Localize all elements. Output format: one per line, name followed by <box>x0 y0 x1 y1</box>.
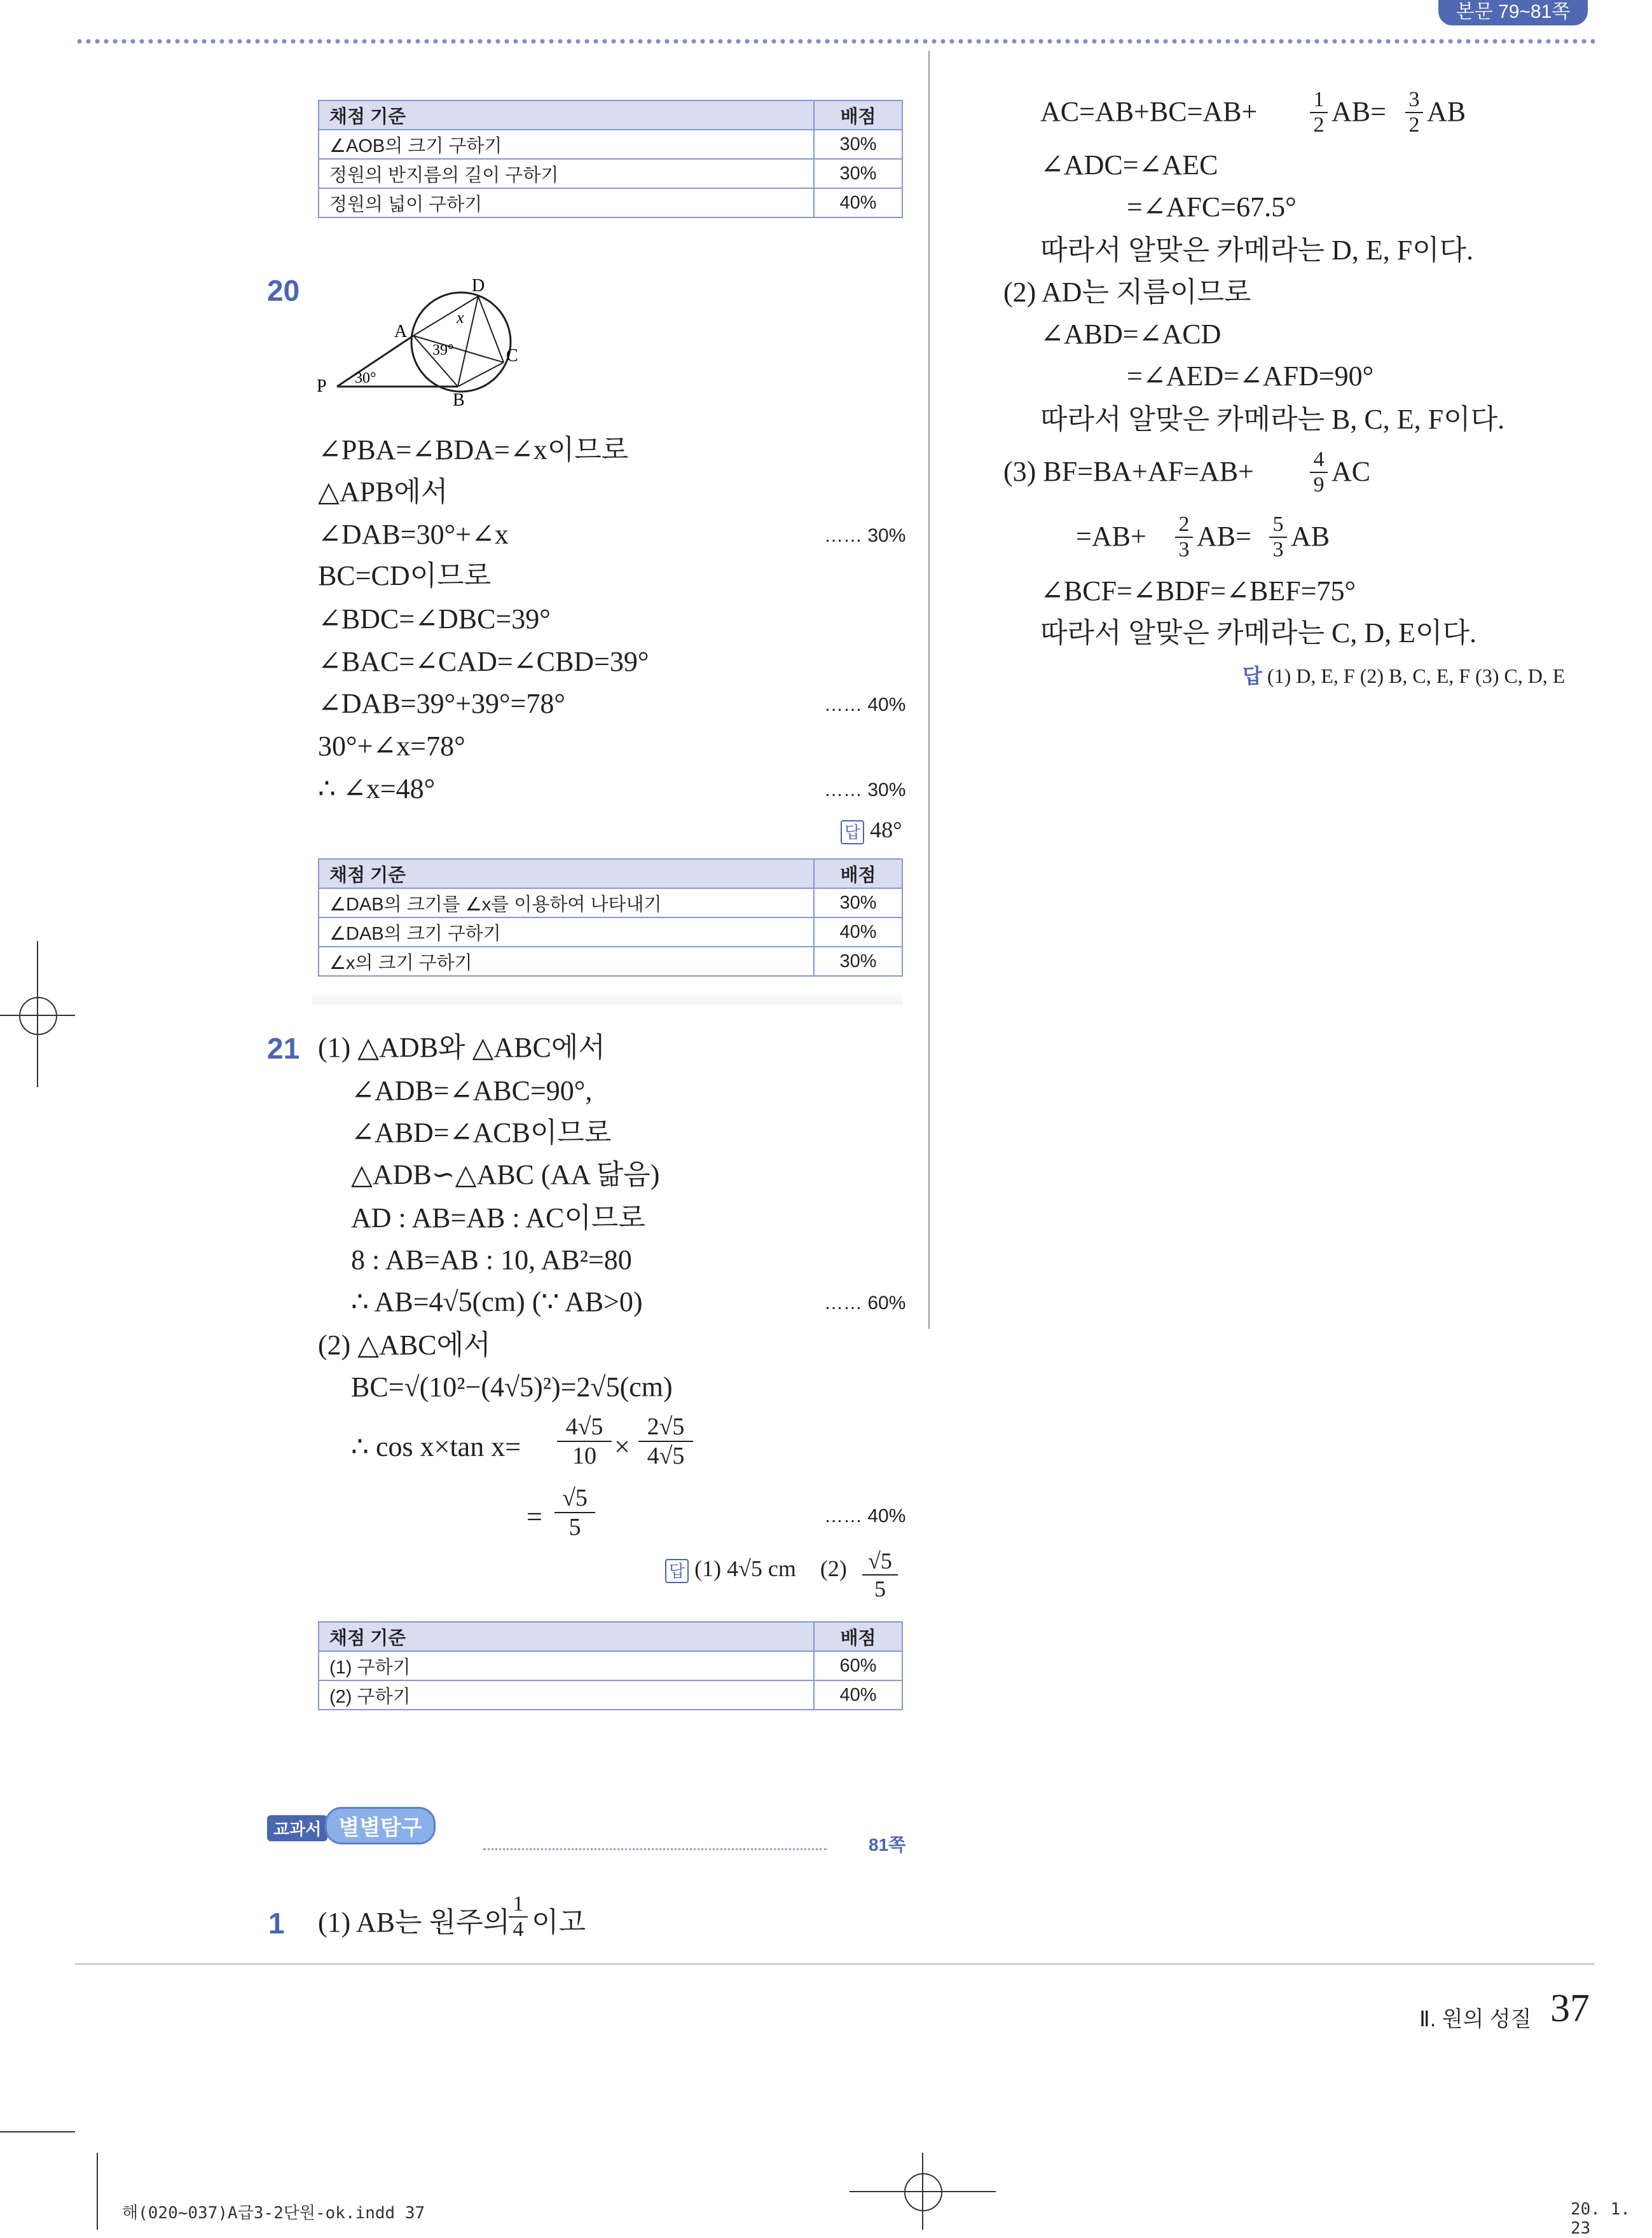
section-shadow <box>312 992 903 1005</box>
solution-line: ∠DAB=39°+39°=78° <box>318 688 565 719</box>
fraction: √5 5 <box>862 1548 898 1602</box>
fraction: 1 2 <box>1310 88 1328 137</box>
solution-line: △APB에서 <box>318 476 448 507</box>
score-percent: …… 40% <box>824 694 906 715</box>
solution-line: (3) BF=BA+AF=AB+ <box>1003 456 1254 487</box>
answer-badge: 답 <box>665 1559 689 1583</box>
solution-line: ∴ ∠x=48° <box>318 773 436 804</box>
question-number: 1 <box>268 1907 285 1940</box>
crop-mark <box>0 2131 75 2132</box>
scoring-table-19 <box>318 100 903 218</box>
fraction: 4 9 <box>1310 448 1328 497</box>
question-number: 21 <box>267 1032 300 1065</box>
solution-line: ∴ cos x×tan x= <box>351 1431 521 1462</box>
scoring-table-20 <box>318 858 903 977</box>
svg-text:B: B <box>453 390 465 410</box>
solution-line: (1) AB는 원주의 <box>318 1907 511 1938</box>
svg-text:C: C <box>506 346 518 366</box>
page-reference: 81쪽 <box>869 1835 906 1855</box>
section-banner <box>267 1807 436 1844</box>
file-name: 해(020~037)A급3-2단원-ok.indd 37 <box>122 2204 425 2223</box>
header-dotted-rule <box>75 37 1595 46</box>
score-percent: …… 30% <box>824 525 906 546</box>
fraction: 3 2 <box>1405 88 1423 137</box>
table-row: (1) 구하기 60% <box>319 1651 902 1680</box>
table-header: 배점 <box>814 100 902 130</box>
section-title: 별별탐구 <box>325 1807 435 1844</box>
scoring-table-21 <box>318 1621 903 1710</box>
svg-text:P: P <box>317 376 327 396</box>
fraction: √5 5 <box>554 1484 595 1541</box>
solution-line: 따라서 알맞은 카메라는 C, D, E이다. <box>1040 617 1477 649</box>
answer-right <box>1242 660 1565 689</box>
table-row: ∠DAB의 크기 구하기 40% <box>319 917 902 947</box>
solution-line: 30°+∠x=78° <box>318 731 465 762</box>
svg-text:x: x <box>457 308 464 327</box>
banner-dotted-line <box>483 1848 827 1850</box>
table-header: 배점 <box>814 1622 902 1651</box>
table-header: 배점 <box>814 859 902 888</box>
svg-text:39°: 39° <box>432 342 454 359</box>
solution-line: BC=CD이므로 <box>318 560 492 591</box>
score-percent: …… 60% <box>824 1293 906 1314</box>
section-tag: 교과서 <box>267 1815 327 1841</box>
table-header: 채점 기준 <box>319 1622 814 1651</box>
fraction: 4√5 10 <box>557 1413 612 1470</box>
section-tab: 본문 79~81쪽 <box>1438 0 1588 25</box>
chapter-label: Ⅱ. 원의 성질 <box>1419 2007 1532 2031</box>
solution-line: ∠BCF=∠BDF=∠BEF=75° <box>1040 575 1356 607</box>
table-header: 채점 기준 <box>319 100 814 130</box>
column-divider <box>928 51 930 1329</box>
answer-value: 48° <box>870 817 902 842</box>
registration-circle <box>904 2173 942 2211</box>
solution-line: =∠AED=∠AFD=90° <box>1127 360 1374 392</box>
solution-line: =AB+ <box>1076 521 1146 552</box>
print-date: 20. 1. 23 <box>1571 2200 1630 2238</box>
table-header: 채점 기준 <box>319 859 814 888</box>
solution-line: 8 : AB=AB : 10, AB²=80 <box>351 1244 632 1275</box>
table-row: ∠x의 크기 구하기 30% <box>319 947 902 976</box>
page-number: 37 <box>1550 1987 1590 2030</box>
table-row: ∠AOB의 크기 구하기 30% <box>319 130 902 159</box>
fraction: 2√5 4√5 <box>638 1413 693 1470</box>
solution-line: 따라서 알맞은 카메라는 D, E, F이다. <box>1040 235 1474 266</box>
solution-line: ∠PBA=∠BDA=∠x이므로 <box>318 434 629 465</box>
svg-text:A: A <box>394 322 408 341</box>
table-row: 정원의 반지름의 길이 구하기 30% <box>319 159 902 188</box>
registration-circle <box>19 997 57 1035</box>
score-percent: …… 40% <box>824 1506 906 1527</box>
table-row: (2) 구하기 40% <box>319 1680 902 1710</box>
answer-20 <box>841 816 902 844</box>
solution-line: ∠DAB=30°+∠x <box>318 519 509 550</box>
solution-line: ∠BAC=∠CAD=∠CBD=39° <box>318 646 649 677</box>
solution-line: ∴ AB=4√5(cm) (∵ AB>0) <box>351 1286 643 1317</box>
crop-mark <box>97 2153 98 2230</box>
table-row: ∠DAB의 크기를 ∠x를 이용하여 나타내기 30% <box>319 888 902 917</box>
answer-badge: 답 <box>841 820 864 844</box>
fraction: 5 3 <box>1269 512 1287 562</box>
solution-line: AD : AB=AB : AC이므로 <box>351 1202 645 1233</box>
solution-line: △ADB∽△ABC (AA 닮음) <box>351 1159 660 1190</box>
fraction: 1 4 <box>509 1892 528 1942</box>
solution-line: (2) △ABC에서 <box>318 1329 491 1361</box>
solution-line: (1) △ADB와 △ABC에서 <box>318 1032 605 1063</box>
answer-badge: 답 <box>1242 664 1262 687</box>
solution-line: ∠ABD=∠ACB이므로 <box>351 1117 612 1148</box>
solution-line: ∠ABD=∠ACD <box>1040 319 1222 350</box>
footer-rule <box>75 1963 1595 1965</box>
answer-value: (1) D, E, F (2) B, C, E, F (3) C, D, E <box>1267 664 1566 687</box>
table-row: 정원의 넓이 구하기 40% <box>319 188 902 217</box>
solution-line: (2) AD는 지름이므로 <box>1003 277 1251 308</box>
solution-line: BC=√(10²−(4√5)²)=2√5(cm) <box>351 1371 673 1403</box>
answer-21: 답 (1) 4√5 cm (2) <box>665 1555 847 1583</box>
solution-line: ∠ADB=∠ABC=90°, <box>351 1075 593 1106</box>
solution-line: AC=AB+BC=AB+ <box>1040 96 1258 127</box>
solution-line: =∠AFC=67.5° <box>1127 191 1297 223</box>
score-percent: …… 30% <box>824 779 906 800</box>
solution-line: ∠ADC=∠AEC <box>1040 149 1218 181</box>
solution-line: 따라서 알맞은 카메라는 B, C, E, F이다. <box>1040 404 1505 435</box>
svg-text:D: D <box>472 278 485 296</box>
fraction: 2 3 <box>1175 512 1193 562</box>
circle-figure <box>312 278 553 412</box>
solution-line: ∠BDC=∠DBC=39° <box>318 603 551 635</box>
question-number: 20 <box>267 274 300 307</box>
svg-text:30°: 30° <box>355 370 376 387</box>
